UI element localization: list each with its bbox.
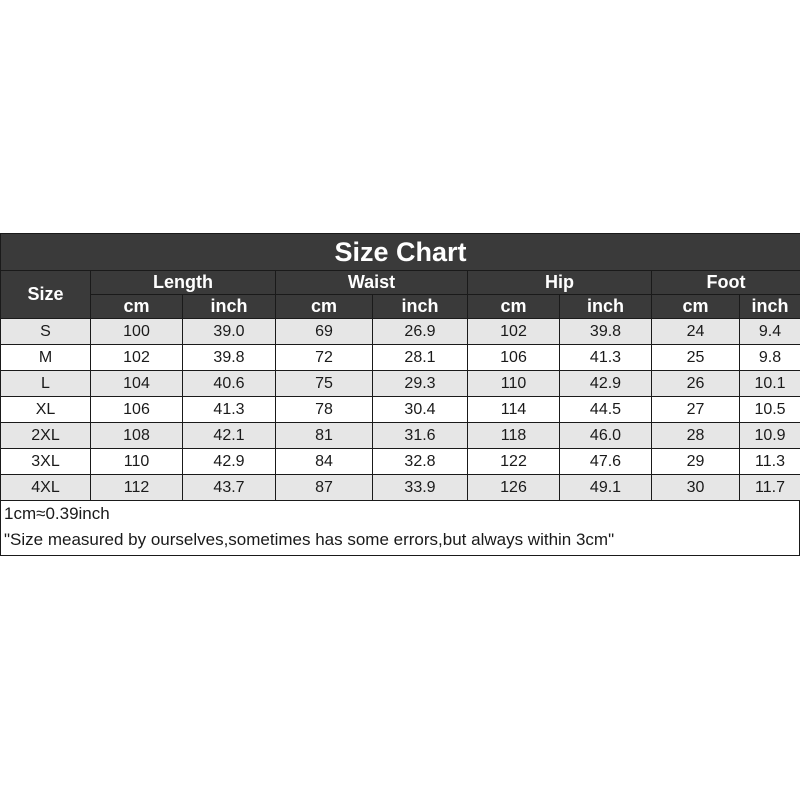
table-row (1, 423, 800, 449)
value-cell: 41.3 (560, 345, 652, 371)
table-row (1, 449, 800, 475)
foot-cm-header: cm (652, 295, 740, 319)
value-cell: 42.1 (183, 423, 276, 449)
value-cell: 39.0 (183, 319, 276, 345)
value-cell: 102 (468, 319, 560, 345)
value-cell: 26 (652, 371, 740, 397)
value-cell: 10.9 (740, 423, 800, 449)
size-cell: XL (1, 397, 91, 423)
value-cell: 42.9 (560, 371, 652, 397)
value-cell: 102 (91, 345, 183, 371)
value-cell: 69 (276, 319, 373, 345)
waist-header: Waist (276, 271, 468, 295)
size-cell: M (1, 345, 91, 371)
value-cell: 122 (468, 449, 560, 475)
value-cell: 10.1 (740, 371, 800, 397)
value-cell: 28 (652, 423, 740, 449)
size-table (0, 233, 800, 501)
value-cell: 9.4 (740, 319, 800, 345)
size-chart (0, 233, 800, 556)
chart-title: Size Chart (1, 234, 800, 271)
value-cell: 72 (276, 345, 373, 371)
value-cell: 11.7 (740, 475, 800, 501)
value-cell: 44.5 (560, 397, 652, 423)
value-cell: 27 (652, 397, 740, 423)
foot-inch-header: inch (740, 295, 800, 319)
table-row (1, 475, 800, 501)
foot-header: Foot (652, 271, 800, 295)
value-cell: 110 (91, 449, 183, 475)
value-cell: 39.8 (560, 319, 652, 345)
table-row (1, 345, 800, 371)
value-cell: 87 (276, 475, 373, 501)
conversion-note: 1cm≈0.39inch (4, 504, 110, 523)
value-cell: 31.6 (373, 423, 468, 449)
value-cell: 118 (468, 423, 560, 449)
value-cell: 104 (91, 371, 183, 397)
value-cell: 100 (91, 319, 183, 345)
value-cell: 41.3 (183, 397, 276, 423)
value-cell: 106 (91, 397, 183, 423)
size-cell: S (1, 319, 91, 345)
waist-inch-header: inch (373, 295, 468, 319)
value-cell: 30 (652, 475, 740, 501)
value-cell: 40.6 (183, 371, 276, 397)
value-cell: 43.7 (183, 475, 276, 501)
value-cell: 42.9 (183, 449, 276, 475)
value-cell: 46.0 (560, 423, 652, 449)
waist-cm-header: cm (276, 295, 373, 319)
value-cell: 29 (652, 449, 740, 475)
value-cell: 106 (468, 345, 560, 371)
length-header: Length (91, 271, 276, 295)
value-cell: 110 (468, 371, 560, 397)
hip-header: Hip (468, 271, 652, 295)
measurement-disclaimer: "Size measured by ourselves,sometimes has some errors,but always within 3cm" (4, 530, 615, 549)
value-cell: 75 (276, 371, 373, 397)
length-cm-header: cm (91, 295, 183, 319)
size-cell: L (1, 371, 91, 397)
value-cell: 112 (91, 475, 183, 501)
notes-box (0, 501, 800, 556)
size-cell: 4XL (1, 475, 91, 501)
value-cell: 28.1 (373, 345, 468, 371)
hip-inch-header: inch (560, 295, 652, 319)
table-row (1, 319, 800, 345)
value-cell: 49.1 (560, 475, 652, 501)
value-cell: 10.5 (740, 397, 800, 423)
table-row (1, 397, 800, 423)
value-cell: 114 (468, 397, 560, 423)
value-cell: 9.8 (740, 345, 800, 371)
value-cell: 25 (652, 345, 740, 371)
value-cell: 84 (276, 449, 373, 475)
value-cell: 33.9 (373, 475, 468, 501)
value-cell: 32.8 (373, 449, 468, 475)
size-cell: 3XL (1, 449, 91, 475)
hip-cm-header: cm (468, 295, 560, 319)
value-cell: 81 (276, 423, 373, 449)
value-cell: 39.8 (183, 345, 276, 371)
value-cell: 11.3 (740, 449, 800, 475)
table-row (1, 371, 800, 397)
value-cell: 47.6 (560, 449, 652, 475)
size-cell: 2XL (1, 423, 91, 449)
value-cell: 24 (652, 319, 740, 345)
value-cell: 26.9 (373, 319, 468, 345)
value-cell: 29.3 (373, 371, 468, 397)
value-cell: 30.4 (373, 397, 468, 423)
size-column-header: Size (1, 271, 91, 319)
length-inch-header: inch (183, 295, 276, 319)
value-cell: 108 (91, 423, 183, 449)
value-cell: 126 (468, 475, 560, 501)
value-cell: 78 (276, 397, 373, 423)
